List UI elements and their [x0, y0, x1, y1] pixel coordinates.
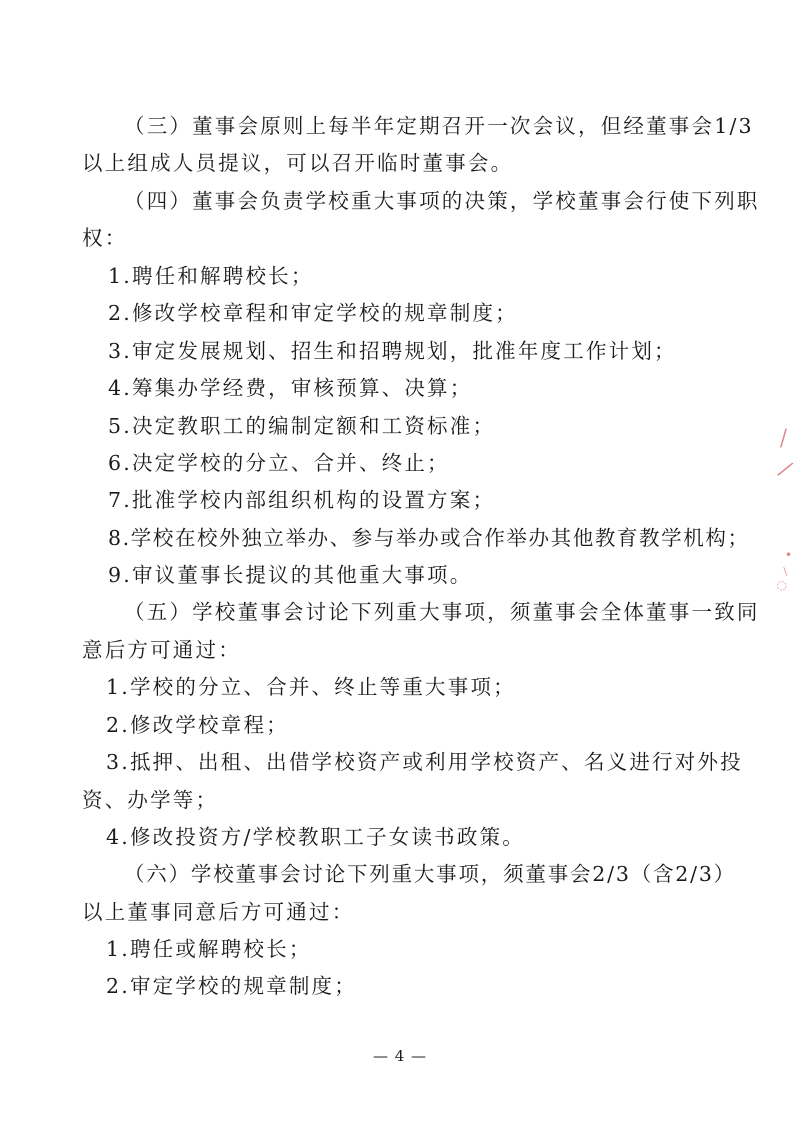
list-item: 1.聘任和解聘校长；: [108, 264, 314, 288]
seal-fragment-mark: •: [785, 548, 793, 562]
paragraph-4-line-1: （四）董事会负责学校重大事项的决策，学校董事会行使下列职: [124, 189, 760, 213]
list-item: 2.修改学校章程；: [106, 713, 289, 737]
list-item: 8.学校在校外独立举办、参与举办或合作举办其他教育教学机构；: [108, 526, 750, 550]
paragraph-6-line-2: 以上董事同意后方可通过：: [82, 900, 355, 924]
list-item: 6.决定学校的分立、合并、终止；: [108, 451, 450, 475]
paragraph-6-line-1: （六）学校董事会讨论下列重大事项，须董事会2/3（含2/3）: [124, 862, 736, 886]
paragraph-3-line-2: 以上组成人员提议，可以召开临时董事会。: [82, 151, 514, 175]
list-item: 3.抵押、出租、出借学校资产或利用学校资产、名义进行对外投: [106, 750, 743, 774]
seal-fragment-mark: ⁄: [778, 426, 789, 453]
list-item: 4.修改投资方/学校教职工子女读书政策。: [106, 825, 525, 849]
paragraph-4-line-2: 权：: [82, 226, 128, 250]
paragraph-3-line-1: （三）董事会原则上每半年定期召开一次会议，但经董事会1/3: [124, 114, 754, 138]
list-item: 2.审定学校的规章制度；: [106, 974, 357, 998]
seal-fragment-mark: —: [778, 564, 792, 579]
list-item: 1.学校的分立、合并、终止等重大事项；: [106, 675, 516, 699]
list-item: 5.决定教职工的编制定额和工资标准；: [108, 414, 496, 438]
seal-fragment-mark: ◌: [773, 576, 790, 594]
list-item: 3.审定发展规划、招生和招聘规划，批准年度工作计划；: [108, 339, 677, 363]
list-item: 1.聘任或解聘校长；: [106, 937, 312, 961]
paragraph-5-line-1: （五）学校董事会讨论下列重大事项，须董事会全体董事一致同: [124, 600, 760, 624]
list-item: 7.批准学校内部组织机构的设置方案；: [108, 488, 496, 512]
list-item-continuation: 资、办学等；: [82, 788, 219, 812]
page-number: — 4 —: [372, 1047, 428, 1065]
paragraph-5-line-2: 意后方可通过：: [82, 638, 241, 662]
seal-fragment-mark: ⁄: [778, 458, 791, 483]
list-item: 9.审议董事长提议的其他重大事项。: [108, 563, 473, 587]
list-item: 2.修改学校章程和审定学校的规章制度；: [108, 301, 518, 325]
list-item: 4.筹集办学经费，审核预算、决算；: [108, 376, 473, 400]
